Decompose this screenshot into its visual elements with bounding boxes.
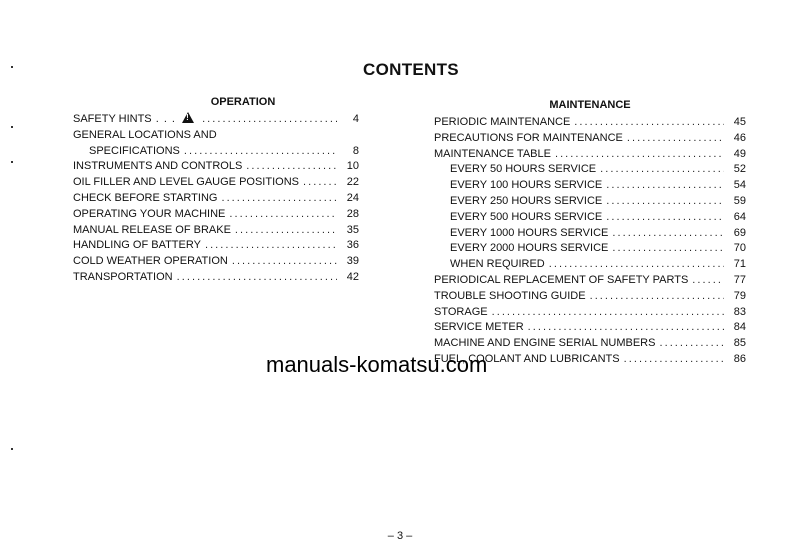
toc-entry-label: PERIODIC MAINTENANCE xyxy=(434,116,571,128)
dot-leader xyxy=(612,226,724,242)
dot-leader xyxy=(624,352,724,368)
dot-leader xyxy=(202,112,337,128)
page-number: – 3 – xyxy=(387,530,413,542)
toc-entry-page: 69 xyxy=(733,226,746,239)
warning-triangle-icon xyxy=(182,112,194,123)
maintenance-toc xyxy=(434,115,746,368)
toc-entry-label: GENERAL LOCATIONS AND xyxy=(73,128,217,141)
toc-entry-page: 46 xyxy=(733,131,746,144)
margin-mark xyxy=(11,448,13,450)
dot-leader xyxy=(549,257,724,273)
toc-entry[interactable] xyxy=(73,159,359,175)
toc-entry[interactable] xyxy=(434,147,746,163)
dot-leader xyxy=(692,273,724,289)
dot-leader xyxy=(177,270,337,286)
toc-entry[interactable] xyxy=(73,254,359,270)
toc-entry-label: INSTRUMENTS AND CONTROLS xyxy=(73,160,243,173)
toc-entry-page: 8 xyxy=(352,144,359,157)
dot-leader xyxy=(590,289,724,305)
toc-entry-label: EVERY 2000 HOURS SERVICE xyxy=(450,242,609,255)
toc-entry-label: CHECK BEFORE STARTING xyxy=(73,191,218,204)
toc-entry-label: STORAGE xyxy=(434,305,488,318)
dot-leader xyxy=(574,115,724,131)
margin-mark xyxy=(11,126,13,128)
toc-entry[interactable] xyxy=(73,207,359,223)
toc-entry-page: 54 xyxy=(733,179,746,192)
toc-entry-page: 83 xyxy=(733,305,746,318)
toc-entry-page: 49 xyxy=(733,147,746,160)
toc-entry[interactable] xyxy=(434,178,746,194)
dot-leader xyxy=(612,241,724,257)
toc-entry-page: 77 xyxy=(733,273,746,286)
toc-entry-label: EVERY 500 HOURS SERVICE xyxy=(450,210,603,223)
toc-entry-label: PRECAUTIONS FOR MAINTENANCE xyxy=(434,131,623,144)
toc-entry-page: 36 xyxy=(346,239,359,252)
toc-entry-page: 59 xyxy=(733,194,746,207)
toc-entry-page: 45 xyxy=(733,116,746,128)
toc-entry-label: WHEN REQUIRED xyxy=(450,258,545,271)
toc-entry-page: 39 xyxy=(346,255,359,268)
dot-leader xyxy=(492,305,724,321)
dot-leader xyxy=(205,238,337,254)
dot-leader xyxy=(600,162,724,178)
toc-entry[interactable] xyxy=(434,210,746,226)
toc-entry[interactable] xyxy=(434,305,746,321)
toc-entry[interactable] xyxy=(434,162,746,178)
watermark-text: manuals-komatsu.com xyxy=(266,352,488,377)
toc-entry-page: 71 xyxy=(733,258,746,271)
dot-leader xyxy=(659,336,724,352)
dot-leader xyxy=(555,147,724,163)
toc-entry-page: 22 xyxy=(346,176,359,189)
toc-entry-label: SERVICE METER xyxy=(434,321,524,334)
toc-entry[interactable] xyxy=(73,144,359,160)
toc-entry-label: MAINTENANCE TABLE xyxy=(434,147,551,160)
toc-entry[interactable] xyxy=(434,289,746,305)
toc-entry[interactable] xyxy=(73,175,359,191)
toc-entry-page: 79 xyxy=(733,289,746,302)
toc-entry[interactable] xyxy=(73,270,359,286)
toc-entry-label: OPERATING YOUR MACHINE xyxy=(73,207,226,220)
toc-entry-label: EVERY 100 HOURS SERVICE xyxy=(450,179,603,192)
toc-entry[interactable] xyxy=(73,238,359,254)
toc-entry[interactable] xyxy=(73,128,359,144)
toc-entry-label: MANUAL RELEASE OF BRAKE xyxy=(73,223,231,236)
toc-entry[interactable] xyxy=(434,336,746,352)
toc-entry[interactable] xyxy=(434,320,746,336)
toc-entry[interactable] xyxy=(73,112,359,128)
page-title: CONTENTS xyxy=(363,60,459,79)
toc-entry-label: TROUBLE SHOOTING GUIDE xyxy=(434,289,586,302)
toc-entry-label: PERIODICAL REPLACEMENT OF SAFETY PARTS xyxy=(434,273,689,286)
toc-entry-page: 4 xyxy=(352,113,359,125)
dot-leader xyxy=(627,131,724,147)
dot-leader xyxy=(246,159,337,175)
toc-entry-label: TRANSPORTATION xyxy=(73,270,173,283)
toc-entry[interactable] xyxy=(73,191,359,207)
dot-leader: . . . xyxy=(151,113,181,125)
toc-entry-label: EVERY 1000 HOURS SERVICE xyxy=(450,226,609,239)
maintenance-heading: MAINTENANCE xyxy=(549,99,631,111)
dot-leader xyxy=(528,320,724,336)
operation-toc xyxy=(73,112,359,286)
toc-entry-page: 84 xyxy=(733,321,746,334)
dot-leader xyxy=(221,191,337,207)
toc-entry[interactable] xyxy=(434,115,746,131)
toc-entry-label: MACHINE AND ENGINE SERIAL NUMBERS xyxy=(434,337,656,350)
toc-entry-label: HANDLING OF BATTERY xyxy=(73,239,201,252)
toc-entry-page: 28 xyxy=(346,207,359,220)
toc-entry[interactable] xyxy=(434,226,746,242)
dot-leader xyxy=(235,223,337,239)
toc-entry-page: 85 xyxy=(733,337,746,350)
toc-entry-page: 70 xyxy=(733,242,746,255)
dot-leader xyxy=(232,254,337,270)
dot-leader xyxy=(606,194,724,210)
toc-entry-page: 24 xyxy=(346,191,359,204)
toc-entry-label: FUEL, COOLANT AND LUBRICANTS xyxy=(434,352,620,365)
toc-entry-page: 64 xyxy=(733,210,746,223)
toc-entry-page: 42 xyxy=(346,270,359,283)
toc-entry[interactable] xyxy=(434,241,746,257)
toc-entry-page: 52 xyxy=(733,163,746,176)
toc-entry-page: 10 xyxy=(346,160,359,173)
toc-entry[interactable] xyxy=(73,223,359,239)
toc-entry[interactable] xyxy=(434,131,746,147)
toc-entry-label: EVERY 50 HOURS SERVICE xyxy=(450,163,597,176)
toc-entry-page: 86 xyxy=(733,352,746,365)
toc-entry-label: COLD WEATHER OPERATION xyxy=(73,255,228,268)
toc-entry-page: 35 xyxy=(346,223,359,236)
toc-entry[interactable] xyxy=(434,273,746,289)
toc-entry-label: EVERY 250 HOURS SERVICE xyxy=(450,194,603,207)
margin-mark xyxy=(11,161,13,163)
operation-heading: OPERATION xyxy=(210,96,276,108)
dot-leader xyxy=(606,210,724,226)
dot-leader xyxy=(303,175,337,191)
toc-entry-label: OIL FILLER AND LEVEL GAUGE POSITIONS xyxy=(73,176,299,189)
toc-entry-label: SAFETY HINTS xyxy=(73,113,152,125)
dot-leader xyxy=(184,144,337,160)
dot-leader xyxy=(229,207,337,223)
toc-entry-label: SPECIFICATIONS xyxy=(89,144,180,157)
toc-entry[interactable] xyxy=(434,257,746,273)
toc-entry[interactable] xyxy=(434,194,746,210)
dot-leader xyxy=(606,178,724,194)
